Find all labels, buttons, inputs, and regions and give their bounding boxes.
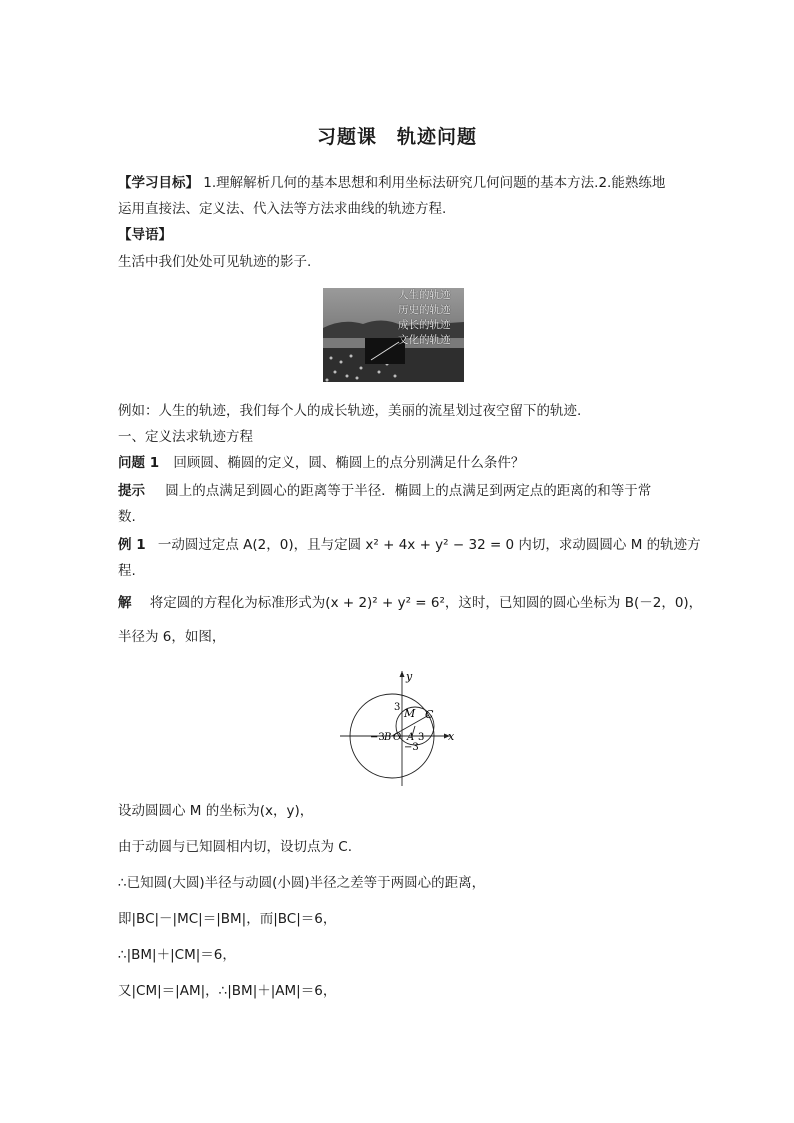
overlay-line-1: 人生的轨迹 — [398, 289, 451, 301]
label-three-y: 3 — [394, 702, 401, 713]
objectives-line-2: 运用直接法、定义法、代入法等方法求曲线的轨迹方程. — [118, 201, 447, 217]
label-m: M — [404, 707, 416, 720]
question-1-text: 回顾圆、椭圆的定义，圆、椭圆上的点分别满足什么条件？ — [173, 455, 525, 471]
objectives-label: 【学习目标】 — [118, 175, 199, 191]
circle-diagram — [340, 668, 460, 788]
body-line-5: ∴|BM|＋|CM|＝6， — [118, 947, 236, 963]
label-c: C — [425, 708, 434, 721]
solution-line-2: 半径为 6，如图， — [118, 629, 226, 645]
objectives-text-1: 1.理解解析几何的基本思想和利用坐标法研究几何问题的基本方法.2.能熟练地 — [203, 175, 666, 191]
page-title: 习题课 轨迹问题 — [316, 126, 477, 148]
body-line-1: 设动圆圆心 M 的坐标为(x，y)， — [118, 803, 314, 819]
hint-line-2: 数. — [118, 509, 136, 525]
objectives-line-1 — [118, 174, 665, 192]
label-a: A — [407, 732, 415, 743]
question-1-label: 问题 1 — [118, 455, 160, 471]
label-y: y — [406, 670, 413, 683]
example-1-label: 例 1 — [118, 537, 146, 553]
overlay-line-3: 成长的轨迹 — [398, 319, 451, 331]
section-heading: 一、定义法求轨迹方程 — [118, 429, 253, 445]
solution-text-1: 将定圆的方程化为标准形式为(x + 2)² + y² = 6²，这时，已知圆的圆心坐标为 B(－2，0)， — [149, 595, 703, 611]
hint-text-1: 圆上的点满足到圆心的距离等于半径．椭圆上的点满足到两定点的距离的和等于常 — [165, 483, 652, 499]
body-line-6: 又|CM|＝|AM|，∴|BM|＋|AM|＝6， — [118, 983, 337, 999]
example-1-line-1 — [118, 536, 701, 554]
overlay-line-2: 历史的轨迹 — [398, 304, 451, 316]
circle-figure — [340, 668, 460, 788]
label-neg3-y: −3 — [404, 742, 419, 753]
body-line-4: 即|BC|－|MC|＝|BM|，而|BC|＝6， — [118, 911, 337, 927]
overlay-line-4: 文化的轨迹 — [398, 334, 451, 346]
hint-line-1 — [118, 482, 651, 500]
intro-text: 生活中我们处处可见轨迹的影子. — [118, 254, 312, 270]
solution-label: 解 — [118, 595, 132, 611]
solution-line-1 — [118, 594, 702, 612]
trajectory-photo — [323, 288, 464, 382]
label-b: B — [384, 732, 392, 743]
label-o: O — [393, 732, 402, 743]
photo-overlay-text — [398, 288, 464, 348]
question-1 — [118, 454, 524, 472]
body-line-3: ∴已知圆(大圆)半径与动圆(小圆)半径之差等于两圆心的距离， — [118, 875, 486, 891]
label-neg3-x: −3 — [370, 732, 385, 743]
intro-label: 【导语】 — [118, 227, 172, 243]
example-1-text-1: 一动圆过定点 A(2，0)，且与定圆 x² + 4x + y² − 32 = 0 内切，求动圆圆心 M 的轨迹方 — [157, 537, 701, 553]
hint-label: 提示 — [118, 483, 145, 499]
example-text: 例如：人生的轨迹，我们每个人的成长轨迹，美丽的流星划过夜空留下的轨迹. — [118, 403, 582, 419]
example-1-line-2: 程. — [118, 563, 136, 579]
body-line-2: 由于动圆与已知圆相内切，设切点为 C. — [118, 839, 353, 855]
label-x: x — [448, 730, 455, 743]
label-three-x: 3 — [418, 732, 425, 743]
y-axis-arrow-icon — [400, 671, 405, 677]
